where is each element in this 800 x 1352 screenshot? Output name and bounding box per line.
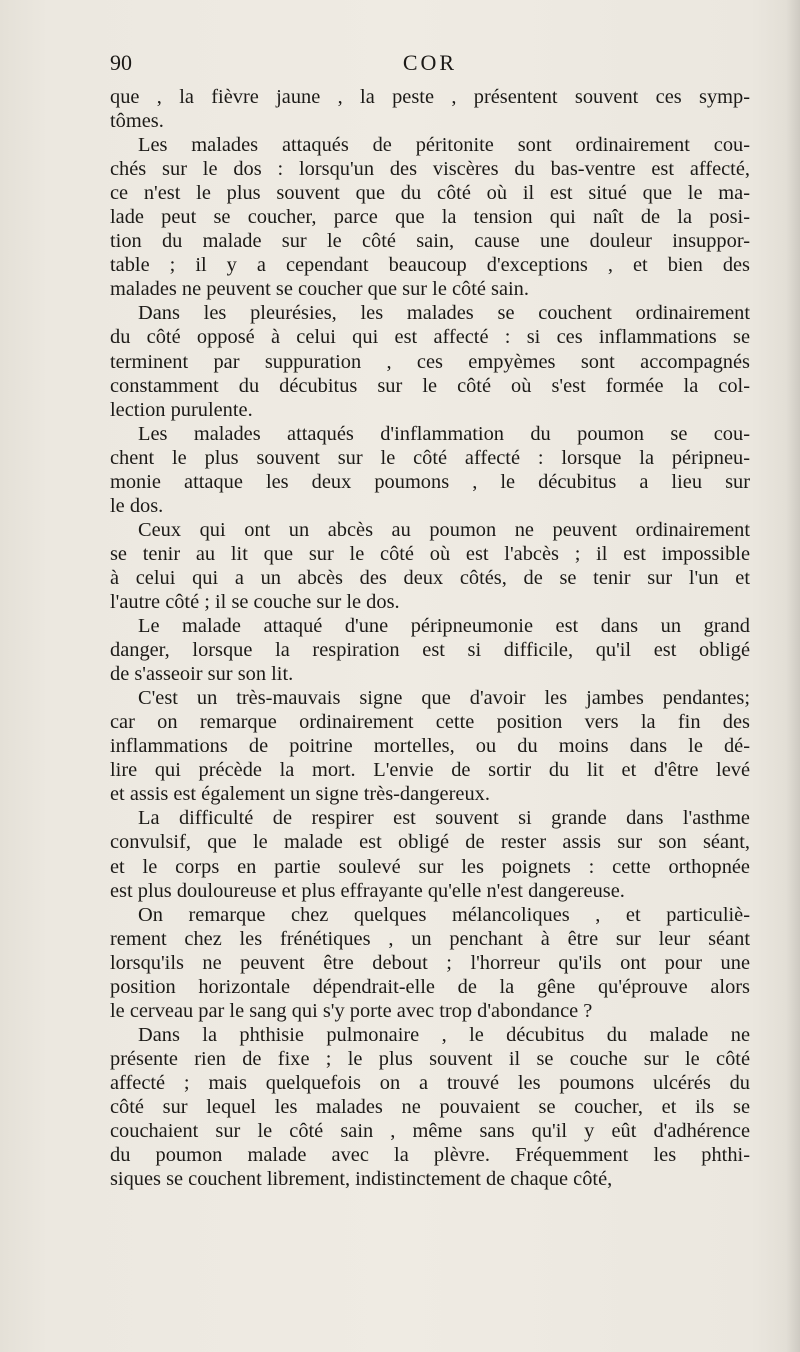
- text-line: chés sur le dos : lorsqu'un des viscères du bas-ventre est affecté,: [110, 158, 750, 181]
- text-line: se tenir au lit que sur le côté où est l'abcès ; il est impossible: [110, 542, 750, 565]
- paragraph: [110, 85, 750, 133]
- paragraph: [110, 614, 750, 686]
- text-line: rement chez les frénétiques , un penchant à être sur leur séant: [110, 927, 750, 950]
- paragraph: [110, 518, 750, 614]
- page-header: [110, 50, 750, 82]
- text-line: position horizontale dépendrait-elle de la gêne qu'éprouve alors: [110, 975, 750, 998]
- text-line: de s'asseoir sur son lit.: [110, 663, 294, 686]
- text-line: lade peut se coucher, parce que la tension qui naît de la posi-: [110, 206, 750, 229]
- text-line: à celui qui a un abcès des deux côtés, de se tenir sur l'un et: [110, 566, 750, 589]
- text-line: car on remarque ordinairement cette position vers la fin des: [110, 711, 750, 734]
- text-line: lection purulente.: [110, 398, 253, 421]
- text-line: On remarque chez quelques mélancoliques , et particuliè-: [138, 903, 750, 926]
- text-line: lorsqu'ils ne peuvent être debout ; l'horreur qu'ils ont pour une: [110, 951, 750, 974]
- page-number: 90: [110, 50, 132, 75]
- paragraph: [110, 422, 750, 518]
- text-line: siques se couchent librement, indistinctement de chaque côté,: [110, 1168, 613, 1191]
- paragraph: [110, 686, 750, 806]
- text-line: terminent par suppuration , ces empyèmes sont accompagnés: [110, 350, 750, 373]
- text-line: Dans les pleurésies, les malades se couchent ordinairement: [138, 302, 750, 325]
- text-line: La difficulté de respirer est souvent si grande dans l'asthme: [138, 807, 750, 830]
- text-line: Les malades attaqués de péritonite sont ordinairement cou-: [138, 134, 750, 157]
- text-line: Ceux qui ont un abcès au poumon ne peuvent ordinairement: [138, 518, 750, 541]
- running-head: COR: [402, 50, 458, 75]
- text-line: tion du malade sur le côté sain, cause une douleur insuppor-: [110, 230, 750, 253]
- text-line: Le malade attaqué d'une péripneumonie est dans un grand: [138, 615, 750, 638]
- paragraph: [110, 806, 750, 902]
- text-line: présente rien de fixe ; le plus souvent il se couche sur le côté: [110, 1047, 750, 1070]
- text-line: le dos.: [110, 494, 164, 517]
- text-line: danger, lorsque la respiration est si difficile, qu'il est obligé: [110, 639, 750, 662]
- text-line: tômes.: [110, 110, 164, 133]
- text-line: Les malades attaqués d'inflammation du poumon se cou-: [138, 422, 750, 445]
- paragraph: [110, 301, 750, 421]
- text-line: côté sur lequel les malades ne pouvaient se coucher, et ils se: [110, 1095, 750, 1118]
- text-line: Dans la phthisie pulmonaire , le décubitus du malade ne: [138, 1023, 750, 1046]
- text-line: affecté ; mais quelquefois on a trouvé les poumons ulcérés du: [110, 1071, 750, 1094]
- text-line: malades ne peuvent se coucher que sur le côté sain.: [110, 278, 529, 301]
- paragraph: [110, 133, 750, 301]
- paragraph: [110, 903, 750, 1023]
- paragraph: [110, 1023, 750, 1191]
- text-line: est plus douloureuse et plus effrayante qu'elle n'est dangereuse.: [110, 879, 625, 902]
- text-line: chent le plus souvent sur le côté affecté : lorsque la péripneu-: [110, 446, 750, 469]
- text-line: ce n'est le plus souvent que du côté où il est situé que le ma-: [110, 182, 750, 205]
- text-line: inflammations de poitrine mortelles, ou du moins dans le dé-: [110, 735, 750, 758]
- page-edge-shadow: [786, 0, 800, 1352]
- text-line: C'est un très-mauvais signe que d'avoir les jambes pendantes;: [138, 687, 750, 710]
- text-line: et assis est également un signe très-dangereux.: [110, 783, 490, 806]
- text-line: convulsif, que le malade est obligé de rester assis sur son séant,: [110, 831, 750, 854]
- text-line: l'autre côté ; il se couche sur le dos.: [110, 590, 400, 613]
- text-line: monie attaque les deux poumons , le décubitus a lieu sur: [110, 470, 750, 493]
- text-line: et le corps en partie soulevé sur les poignets : cette orthopnée: [110, 855, 750, 878]
- text-line: du côté opposé à celui qui est affecté : si ces inflammations se: [110, 326, 750, 349]
- text-line: le cerveau par le sang qui s'y porte avec trop d'abondance ?: [110, 999, 593, 1022]
- text-line: couchaient sur le côté sain , même sans qu'il y eût d'adhérence: [110, 1120, 750, 1143]
- text-line: du poumon malade avec la plèvre. Fréquemment les phthi-: [110, 1144, 750, 1167]
- text-line: constamment du décubitus sur le côté où s'est formée la col-: [110, 374, 750, 397]
- text-line: lire qui précède la mort. L'envie de sortir du lit et d'être levé: [110, 759, 750, 782]
- text-line: que , la fièvre jaune , la peste , présentent souvent ces symp-: [110, 86, 750, 108]
- body-text: [110, 85, 750, 1191]
- text-line: table ; il y a cependant beaucoup d'exceptions , et bien des: [110, 254, 750, 277]
